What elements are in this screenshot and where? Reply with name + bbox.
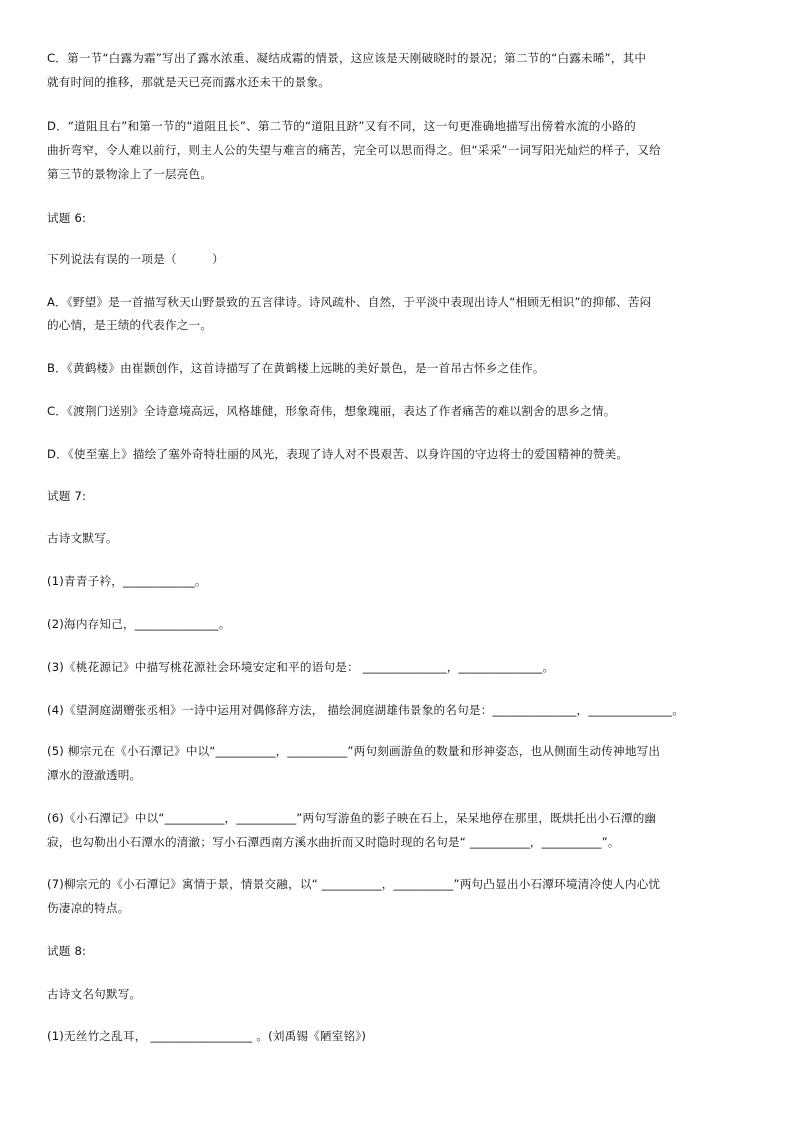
q6-option-a-line1: A．《野望》是一首描写秋天山野景致的五言律诗。诗风疏朴、自然，于平淡中表现出诗人“相顾无相识”的抑郁、苦闷 xyxy=(47,295,652,309)
q7-item-1: (1)青青子衿，____________。 xyxy=(47,574,207,588)
q8-stem: 古诗文名句默写。 xyxy=(47,987,142,1001)
q5-option-c-line1: C．第一节“白露为霜”写出了露水浓重、凝结成霜的情景，这应该是天刚破晓时的景况；第二节的“白露未晞”，其中 xyxy=(47,51,647,65)
q7-item-4: (4)《望洞庭湖赠张丞相》一诗中运用对偶修辞方法， 描绘洞庭湖雄伟景象的名句是：______________，______________。 xyxy=(47,703,684,717)
q7-item-7-line2: 伤凄凉的特点。 xyxy=(47,901,130,915)
q7-item-3: (3)《桃花源记》中描写桃花源社会环境安定和平的语句是： ______________，______________。 xyxy=(47,660,555,674)
q6-stem: 下列说法有误的一项是（ ） xyxy=(47,252,224,266)
q7-item-5-line1: (5) 柳宗元在《小石潭记》中以“__________，__________”两句刻画游鱼的数量和形神姿态，也从侧面生动传神地写出 xyxy=(47,744,661,758)
q5-option-d-line2: 曲折弯窄，令人难以前行，则主人公的失望与难言的痛苦，完全可以思而得之。但“采采”一词写阳光灿烂的样子，又给 xyxy=(47,143,661,157)
q6-option-d: D．《使至塞上》描绘了塞外奇特壮丽的风光，表现了诗人对不畏艰苦、以身许国的守边将士的爱国精神的赞美。 xyxy=(47,447,629,461)
q7-item-5-line2: 潭水的澄澈透明。 xyxy=(47,768,142,782)
q8-heading: 试题 8: xyxy=(47,944,87,958)
q6-option-c: C．《渡荆门送别》全诗意境高远，风格雄健，形象奇伟，想象瑰丽，表达了作者痛苦的难以割舍的思乡之情。 xyxy=(47,404,616,418)
q7-item-6-line2: 寂，也勾勒出小石潭水的清澈；写小石潭西南方溪水曲折而又时隐时现的名句是“ __________，__________”。 xyxy=(47,835,620,849)
q6-option-a-line2: 的心情，是王绩的代表作之一。 xyxy=(47,318,213,332)
q7-item-6-line1: (6)《小石潭记》中以“__________，__________”两句写游鱼的影子映在石上，呆呆地停在那里，既烘托出小石潭的幽 xyxy=(47,811,657,825)
q8-item-1: (1)无丝竹之乱耳， _________________ 。(刘禹锡《陋室铭》) xyxy=(47,1029,367,1043)
q7-item-7-line1: (7)柳宗元的《小石潭记》寓情于景，情景交融，以“ __________，__________”两句凸显出小石潭环境清冷使人内心忧 xyxy=(47,877,661,891)
q7-item-2: (2)海内存知己，______________。 xyxy=(47,617,231,631)
q5-option-d-line3: 第三节的景物涂上了一层亮色。 xyxy=(47,167,213,181)
q6-heading: 试题 6: xyxy=(47,211,87,225)
q5-option-d-line1: D．“道阻且右”和第一节的“道阻且长”、第二节的“道阻且跻”又有不同，这一句更准确地描写出傍着水流的小路的 xyxy=(47,119,636,133)
q6-option-b: B．《黄鹤楼》由崔颢创作，这首诗描写了在黄鹤楼上远眺的美好景色，是一首吊古怀乡之佳作。 xyxy=(47,361,545,375)
q7-stem: 古诗文默写。 xyxy=(47,531,118,545)
q7-heading: 试题 7: xyxy=(47,489,87,503)
q5-option-c-line2: 就有时间的推移，那就是天已亮而露水还未干的景象。 xyxy=(47,75,331,89)
